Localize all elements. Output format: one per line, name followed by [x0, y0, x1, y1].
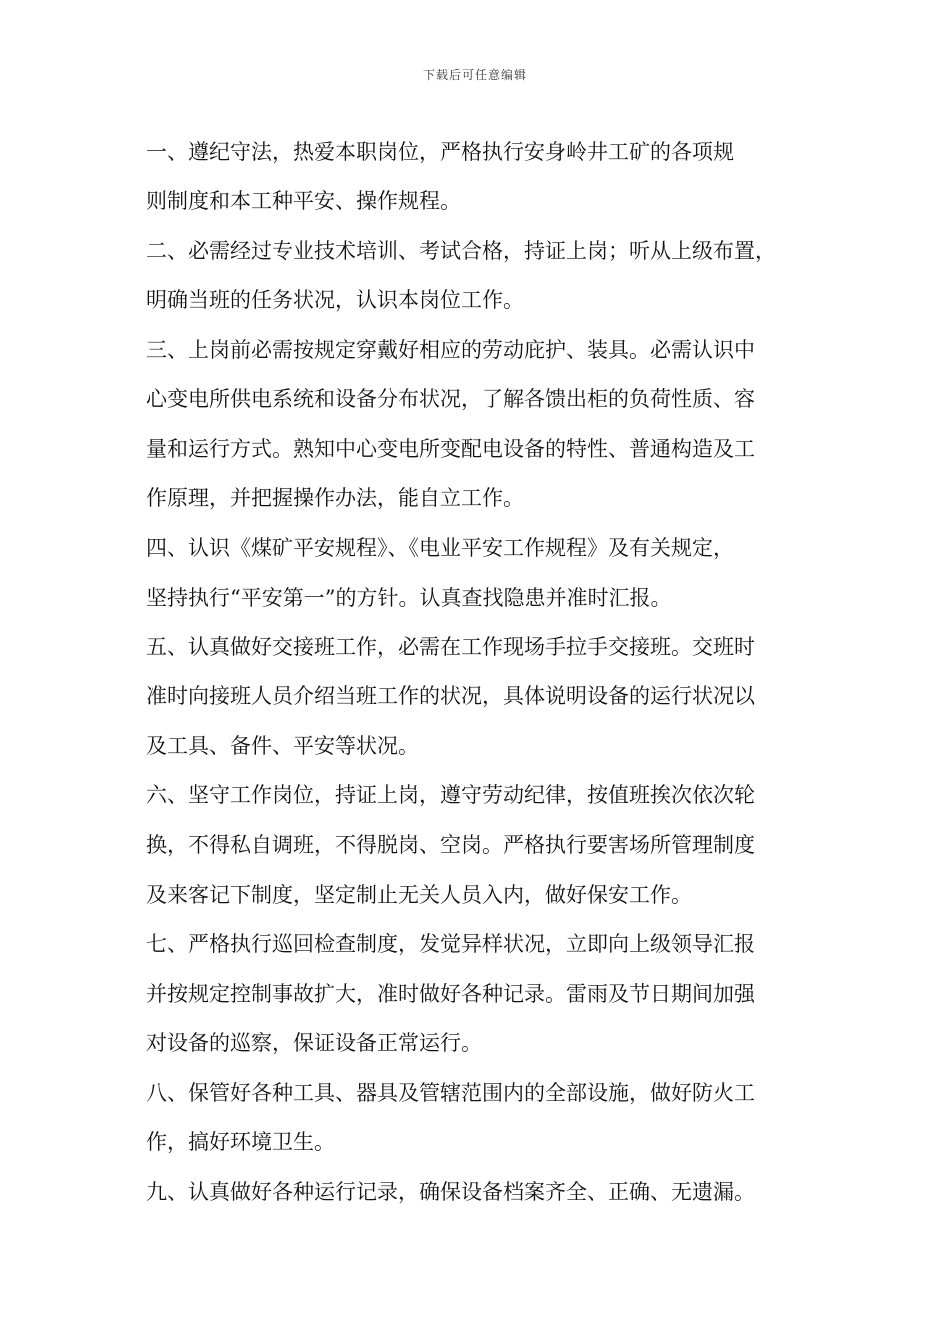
page-header: 下载后可任意编辑 [422, 68, 527, 82]
text-line: 心变电所供电系统和设备分布状况，了解各馈出柜的负荷性质、容 [146, 387, 755, 411]
text-line: 坚持执行“平安第一”的方针。认真查找隐患并准时汇报。 [146, 586, 672, 610]
text-line: 量和运行方式。熟知中心变电所变配电设备的特性、普通构造及工 [146, 437, 755, 461]
text-line: 六、坚守工作岗位，持证上岗，遵守劳动纪律，按值班挨次依次轮 [146, 783, 755, 807]
text-line: 四、认识《煤矿平安规程》、《电业平安工作规程》及有关规定， [146, 536, 734, 560]
text-line: 九、认真做好各种运行记录，确保设备档案齐全、正确、无遗漏。 [146, 1180, 755, 1204]
text-line: 一、遵纪守法，热爱本职岗位，严格执行安身岭井工矿的各项规 [146, 140, 734, 164]
text-line: 明确当班的任务状况，认识本岗位工作。 [146, 288, 524, 312]
text-line: 并按规定控制事故扩大，准时做好各种记录。雷雨及节日期间加强 [146, 982, 755, 1006]
text-line: 八、保管好各种工具、器具及管辖范围内的全部设施，做好防火工 [146, 1081, 755, 1105]
text-line: 七、严格执行巡回检查制度，发觉异样状况，立即向上级领导汇报 [146, 932, 755, 956]
text-line: 准时向接班人员介绍当班工作的状况，具体说明设备的运行状况以 [146, 684, 755, 708]
text-line: 二、必需经过专业技术培训、考试合格，持证上岗；听从上级布置， [146, 239, 776, 263]
text-line: 换，不得私自调班，不得脱岗、空岗。严格执行要害场所管理制度 [146, 833, 755, 857]
text-line: 作原理，并把握操作办法，能自立工作。 [146, 486, 524, 510]
text-line: 对设备的巡察，保证设备正常运行。 [146, 1031, 482, 1055]
text-line: 及来客记下制度，坚定制止无关人员入内，做好保安工作。 [146, 883, 692, 907]
text-line: 五、认真做好交接班工作，必需在工作现场手拉手交接班。交班时 [146, 635, 755, 659]
text-line: 则制度和本工种平安、操作规程。 [146, 189, 461, 213]
text-line: 三、上岗前必需按规定穿戴好相应的劳动庇护、装具。必需认识中 [146, 338, 755, 362]
text-line: 作，搞好环境卫生。 [146, 1130, 335, 1154]
text-line: 及工具、备件、平安等状况。 [146, 734, 419, 758]
